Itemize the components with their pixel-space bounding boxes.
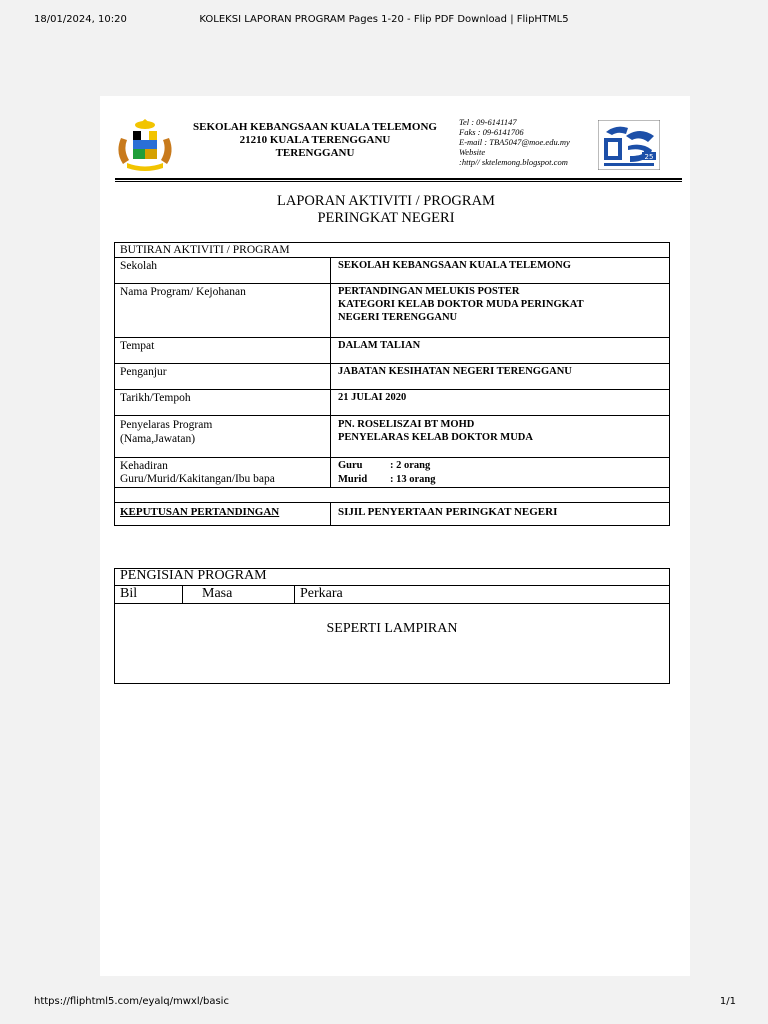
label-kehadiran-2: Guru/Murid/Kakitangan/Ibu bapa	[120, 473, 275, 485]
attendance-role-murid: Murid	[338, 474, 368, 485]
school-state: TERENGGANU	[275, 147, 355, 159]
value-sekolah: SEKOLAH KEBANGSAAN KUALA TELEMONG	[338, 260, 571, 271]
label-tempat: Tempat	[120, 340, 155, 352]
label-keputusan: KEPUTUSAN PERTANDINGAN	[120, 506, 280, 518]
table-rule	[114, 457, 670, 458]
attendance-count-guru: : 2 orang	[390, 460, 431, 471]
table-rule	[114, 585, 670, 586]
label-penyelaras-2: (Nama,Jawatan)	[120, 433, 196, 445]
attendance-count-murid: : 13 orang	[390, 474, 436, 485]
table-rule	[114, 487, 670, 488]
print-url[interactable]: https://fliphtml5.com/eyalq/mwxl/basic	[34, 996, 229, 1007]
school-25-logo	[598, 120, 660, 170]
program-body-text: SEPERTI LAMPIRAN	[326, 621, 458, 636]
value-tarikh: 21 JULAI 2020	[338, 392, 407, 403]
contact-website: :http// sktelemong.blogspot.com	[459, 157, 568, 167]
label-kehadiran-1: Kehadiran	[120, 460, 168, 472]
value-penganjur: JABATAN KESIHATAN NEGERI TERENGGANU	[338, 366, 572, 377]
contact-website-label: Website	[459, 147, 486, 157]
table-rule	[114, 283, 670, 284]
attendance-role-guru: Guru	[338, 460, 363, 471]
label-sekolah: Sekolah	[120, 260, 158, 272]
table-rule	[114, 363, 670, 364]
table-rule	[114, 502, 670, 503]
logo-25-text: 25	[644, 153, 654, 161]
table-column-divider	[294, 585, 295, 603]
column-masa: Masa	[202, 586, 233, 601]
malaysia-coat-of-arms-icon	[113, 118, 177, 172]
label-tarikh: Tarikh/Tempoh	[120, 392, 191, 404]
value-nama-program-1: PERTANDINGAN MELUKIS POSTER	[338, 286, 520, 297]
column-bil: Bil	[120, 586, 138, 601]
print-footer	[0, 996, 768, 1012]
letterhead-rule	[115, 178, 682, 180]
contact-block	[459, 117, 604, 167]
print-header	[0, 14, 768, 30]
school-postcode-town: 21210 KUALA TERENGGANU	[239, 134, 391, 146]
report-subtitle: PERINGKAT NEGERI	[317, 210, 455, 226]
table-column-divider	[330, 502, 331, 526]
value-nama-program-2: KATEGORI KELAB DOKTOR MUDA PERINGKAT	[338, 299, 584, 310]
value-penyelaras-2: PENYELARAS KELAB DOKTOR MUDA	[338, 432, 533, 443]
value-tempat: DALAM TALIAN	[338, 340, 421, 351]
print-page-title: KOLEKSI LAPORAN PROGRAM Pages 1-20 - Flip PDF Download | FlipHTML5	[199, 14, 569, 25]
table-rule	[114, 415, 670, 416]
table-rule	[114, 257, 670, 258]
column-perkara: Perkara	[300, 586, 343, 601]
contact-email: E-mail : TBA5047@moe.edu.my	[459, 137, 570, 147]
letterhead-rule-thin	[115, 181, 682, 182]
value-keputusan: SIJIL PENYERTAAN PERINGKAT NEGERI	[338, 506, 558, 518]
label-penganjur: Penganjur	[120, 366, 167, 378]
contact-tel: Tel : 09-6141147	[459, 117, 517, 127]
table-column-divider	[182, 585, 183, 603]
contact-fax: Faks : 09-6141706	[459, 127, 524, 137]
table-rule	[114, 603, 670, 604]
value-penyelaras-1: PN. ROSELISZAI BT MOHD	[338, 419, 475, 430]
value-nama-program-3: NEGERI TERENGGANU	[338, 312, 458, 323]
program-header: PENGISIAN PROGRAM	[120, 568, 267, 583]
report-title: LAPORAN AKTIVITI / PROGRAM	[277, 193, 495, 209]
school-name: SEKOLAH KEBANGSAAN KUALA TELEMONG	[193, 121, 437, 133]
label-nama-program: Nama Program/ Kejohanan	[120, 286, 246, 298]
details-header: BUTIRAN AKTIVITI / PROGRAM	[120, 244, 290, 256]
table-rule	[114, 337, 670, 338]
print-datetime: 18/01/2024, 10:20	[34, 14, 127, 25]
table-column-divider	[330, 257, 331, 487]
school-letterhead	[176, 121, 454, 160]
document-page	[100, 96, 690, 976]
table-rule	[114, 389, 670, 390]
print-page-count: 1/1	[719, 996, 736, 1007]
label-penyelaras-1: Penyelaras Program	[120, 419, 213, 431]
